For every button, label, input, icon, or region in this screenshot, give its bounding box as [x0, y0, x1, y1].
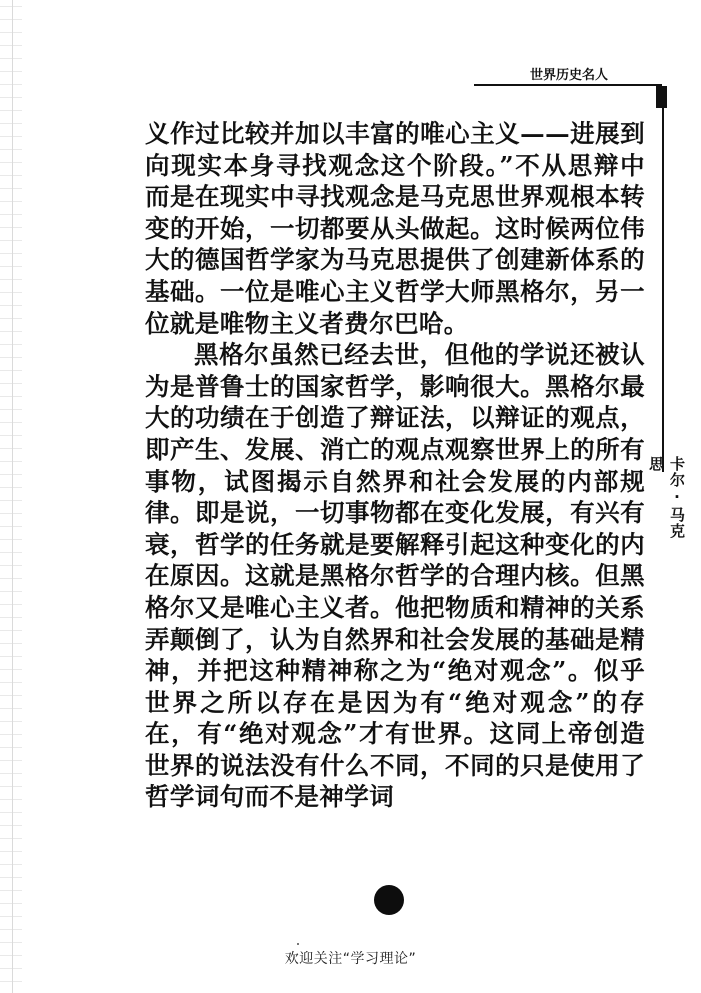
running-header-title: 世界历史名人 — [529, 68, 608, 83]
speck — [297, 943, 299, 945]
paragraph-1: 义作过比较并加以丰富的唯心主义——进展到向现实本身寻找观念这个阶段。”不从思辩中而是在现实中寻找观念是马克思世界观根本转变的开始，一切都要从头做起。这时候两位伟大的德国哲学家为马克思提供了创建新体系的基础。一位是唯心主义哲学大师黑格尔，另一位就是唯物主义者费尔巴哈。 — [145, 119, 645, 338]
page-binding-edge — [0, 0, 22, 993]
body-text — [145, 118, 645, 813]
footer-note: 欢迎关注“学习理论” — [284, 951, 417, 967]
page-marker-dot — [374, 885, 404, 915]
paragraph-2: 黑格尔虽然已经去世，但他的学说还被认为是普鲁士的国家哲学，影响很大。黑格尔最大的功绩在于创造了辩证法，以辩证的观点，即产生、发展、消亡的观点观察世界上的所有事物，试图揭示自然界和社会发展的内部规律。即是说，一切事物都在变化发展，有兴有衰，哲学的任务就是要解释引起这种变化的内在原因。这就是黑格尔哲学的合理内核。但黑格尔又是唯心主义者。他把物质和精神的关系弄颠倒了，认为自然界和社会发展的基础是精神，并把这种精神称之为“绝对观念”。似乎世界之所以存在是因为有“绝对观念”的存在，有“绝对观念”才有世界。这同上帝创造世界的说法没有什么不同，不同的只是使用了哲学词句而不是神学词 — [145, 340, 645, 812]
side-tab-label: 卡尔·马克思 — [647, 456, 686, 539]
header-rule — [474, 84, 662, 86]
side-bar-line — [662, 86, 664, 472]
